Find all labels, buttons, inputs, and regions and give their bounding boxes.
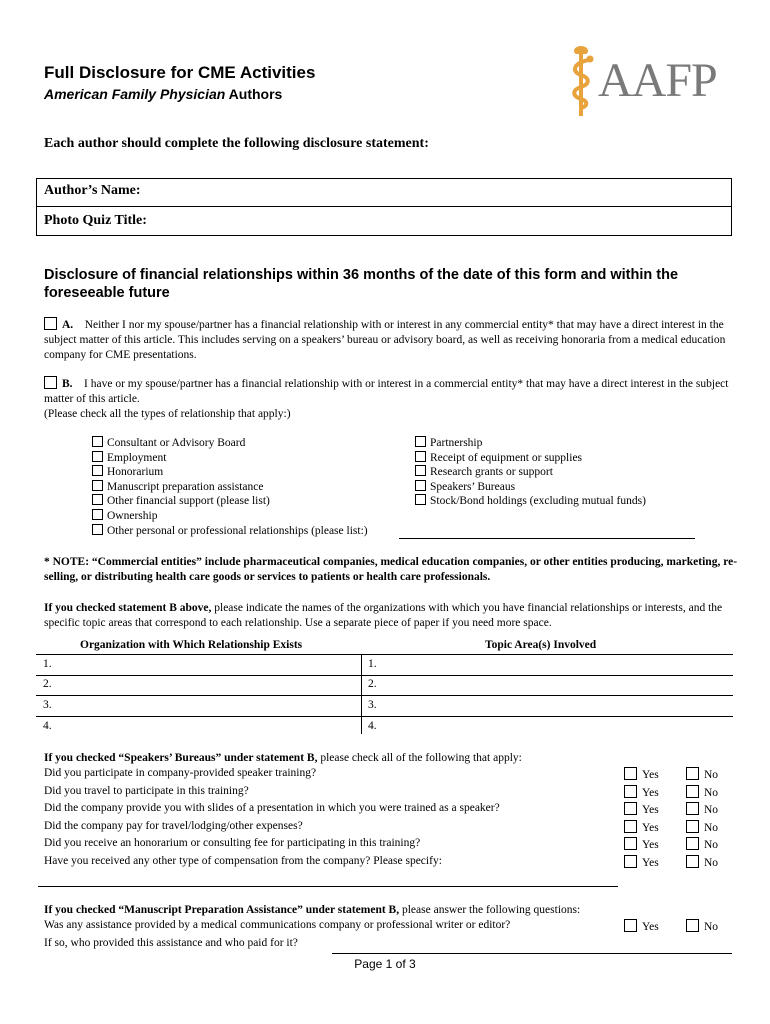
relationship-label: Research grants or support — [430, 466, 553, 479]
manuscript-question: If so, who provided this assistance and who paid for it? — [44, 937, 298, 949]
no-option[interactable] — [686, 919, 718, 933]
table-row — [36, 696, 733, 717]
yes-checkbox[interactable] — [624, 837, 637, 850]
option-a — [44, 317, 734, 363]
logo-wordmark: AAFP — [598, 54, 717, 107]
relationship-item[interactable] — [92, 494, 368, 509]
form-title: Full Disclosure for CME Activities — [44, 63, 316, 82]
speaker-question-row — [44, 837, 734, 855]
subtitle-authors: Authors — [225, 86, 283, 102]
no-label: No — [704, 769, 719, 781]
relationship-item[interactable] — [92, 509, 368, 524]
yes-option[interactable] — [624, 785, 659, 799]
relationship-label: Speakers’ Bureaus — [430, 480, 516, 493]
speaker-question: Did you receive an honorarium or consulting fee for participating in this training? — [44, 837, 421, 849]
yes-checkbox[interactable] — [624, 820, 637, 833]
option-b-checkbox[interactable] — [44, 376, 57, 389]
relationships-left-list — [92, 436, 368, 538]
other-relationships-line[interactable] — [399, 538, 695, 539]
speaker-question: Did the company provide you with slides of a presentation in which you were trained as a speaker? — [44, 802, 500, 814]
speaker-question: Did the company pay for travel/lodging/other expenses? — [44, 819, 303, 832]
photo-quiz-title-field[interactable]: Photo Quiz Title: — [44, 213, 147, 228]
relationship-checkbox[interactable] — [92, 480, 103, 491]
no-option[interactable] — [686, 837, 718, 851]
manuscript-intro-rest: please answer the following questions: — [399, 904, 581, 916]
yes-checkbox[interactable] — [624, 855, 637, 868]
yes-label: Yes — [642, 921, 659, 933]
aafp-logo — [566, 44, 726, 120]
relationship-item[interactable] — [415, 465, 646, 480]
yes-label: Yes — [642, 769, 659, 781]
yes-checkbox[interactable] — [624, 767, 637, 780]
relationship-item[interactable] — [415, 494, 646, 509]
relationships-right-list — [415, 436, 646, 509]
caduceus-icon — [566, 44, 596, 120]
topic-cell[interactable]: 4. — [368, 720, 377, 732]
org-cell[interactable]: 3. — [43, 699, 52, 711]
author-info-box — [36, 178, 732, 236]
speakers-intro-bold: If you checked “Speakers’ Bureaus” under statement B, — [44, 752, 318, 764]
no-label: No — [704, 839, 719, 851]
org-cell[interactable]: 1. — [43, 658, 52, 670]
relationship-item[interactable] — [92, 451, 368, 466]
yes-label: Yes — [642, 821, 659, 834]
relationship-checkbox[interactable] — [92, 436, 103, 447]
authors-name-field[interactable]: Author’s Name: — [44, 183, 141, 198]
topic-cell[interactable]: 3. — [368, 699, 377, 711]
divider — [37, 206, 731, 207]
relationship-checkbox[interactable] — [92, 451, 103, 462]
no-checkbox[interactable] — [686, 837, 699, 850]
yes-option[interactable] — [624, 802, 659, 816]
yes-option[interactable] — [624, 855, 659, 869]
if-b-bold: If you checked statement B above, — [44, 602, 212, 614]
no-checkbox[interactable] — [686, 767, 699, 780]
table-column-divider — [361, 654, 362, 734]
speaker-question: Did you participate in company-provided speaker training? — [44, 767, 317, 779]
option-a-checkbox[interactable] — [44, 317, 57, 330]
yes-label: Yes — [642, 839, 659, 851]
option-b-label: B. — [62, 378, 73, 390]
manuscript-question-row — [44, 919, 734, 937]
yes-checkbox[interactable] — [624, 802, 637, 815]
no-checkbox[interactable] — [686, 919, 699, 932]
relationship-checkbox[interactable] — [415, 494, 426, 505]
org-cell[interactable]: 2. — [43, 678, 52, 690]
relationship-label: Stock/Bond holdings (excluding mutual funds) — [430, 495, 646, 508]
speakers-intro — [44, 752, 522, 764]
yes-option[interactable] — [624, 919, 659, 933]
no-option[interactable] — [686, 855, 718, 869]
disclosure-heading: Disclosure of financial relationships within 36 months of the date of this form and within the foreseeable future — [44, 267, 679, 301]
relationship-item[interactable] — [92, 524, 368, 539]
relationship-checkbox[interactable] — [415, 436, 426, 447]
topic-cell[interactable]: 1. — [368, 658, 377, 670]
col-header-topic: Topic Area(s) Involved — [485, 639, 597, 651]
relationship-label: Ownership — [107, 509, 158, 522]
assistance-answer-line[interactable] — [332, 953, 732, 954]
relationship-label: Other financial support (please list) — [107, 495, 270, 508]
if-b-instructions — [44, 601, 734, 631]
no-option[interactable] — [686, 802, 718, 816]
yes-checkbox[interactable] — [624, 919, 637, 932]
org-cell[interactable]: 4. — [43, 720, 52, 732]
no-option[interactable] — [686, 767, 718, 781]
no-label: No — [704, 821, 719, 834]
yes-label: Yes — [642, 804, 659, 816]
relationship-item[interactable] — [415, 451, 646, 466]
form-subtitle — [44, 86, 282, 102]
yes-option[interactable] — [624, 820, 659, 834]
manuscript-intro — [44, 904, 580, 916]
relationship-item[interactable] — [415, 436, 646, 451]
option-b — [44, 376, 734, 422]
table-row — [36, 717, 733, 737]
compensation-specify-line[interactable] — [38, 886, 618, 887]
table-row — [36, 654, 733, 676]
if-b-rest: please indicate the names of the organizations with which you have financial relationships or interests, and the specific topic areas that correspond to each relationship. Use a separate piece of paper if you need more space. — [44, 602, 723, 629]
relationship-item[interactable] — [92, 465, 368, 480]
yes-option[interactable] — [624, 767, 659, 781]
speakers-intro-rest: please check all of the following that apply: — [317, 752, 522, 764]
speaker-question: Have you received any other type of compensation from the company? Please specify: — [44, 854, 442, 867]
yes-label: Yes — [642, 856, 659, 869]
manuscript-question: Was any assistance provided by a medical communications company or professional writer or editor? — [44, 919, 511, 931]
table-row — [36, 675, 733, 696]
speaker-question-row — [44, 802, 734, 820]
speaker-question-row — [44, 820, 734, 838]
no-checkbox[interactable] — [686, 820, 699, 833]
speaker-question-row — [44, 767, 734, 785]
topic-cell[interactable]: 2. — [368, 678, 377, 690]
relationship-label: Honorarium — [107, 466, 164, 479]
manuscript-question-row — [44, 937, 734, 955]
speaker-question: Did you travel to participate in this training? — [44, 784, 249, 797]
option-a-label: A. — [62, 319, 74, 331]
no-option[interactable] — [686, 820, 718, 834]
relationship-checkbox[interactable] — [415, 465, 426, 476]
relationship-label: Employment — [107, 451, 167, 464]
yes-label: Yes — [642, 786, 659, 799]
relationship-checkbox[interactable] — [415, 480, 426, 491]
relationship-checkbox[interactable] — [92, 494, 103, 505]
no-checkbox[interactable] — [686, 802, 699, 815]
relationship-label: Other personal or professional relationships (please list:) — [107, 524, 368, 537]
option-a-text: Neither I nor my spouse/partner has a financial relationship with or interest in any commercial entity* that may have a direct interest in the subject matter of this article. This includes serving on a speakers’ bureau or advisory board, as well as receiving honoraria from a medical education company for CME presentations. — [44, 319, 726, 361]
yes-checkbox[interactable] — [624, 785, 637, 798]
relationship-label: Manuscript preparation assistance — [107, 480, 264, 493]
no-option[interactable] — [686, 785, 718, 799]
relationship-checkbox[interactable] — [92, 509, 103, 520]
no-label: No — [704, 804, 719, 816]
relationship-item[interactable] — [92, 480, 368, 495]
commercial-entities-note: * NOTE: “Commercial entities” include pharmaceutical companies, medical education companies, or other entities producing, marketing, re-selling, or distributing health care goods or services to patients or health care professionals. — [44, 556, 738, 583]
subtitle-journal: American Family Physician — [44, 86, 226, 102]
relationship-item[interactable] — [415, 480, 646, 495]
relationship-item[interactable] — [92, 436, 368, 451]
speaker-question-row — [44, 855, 734, 873]
no-label: No — [704, 921, 719, 933]
no-checkbox[interactable] — [686, 855, 699, 868]
relationship-checkbox[interactable] — [92, 465, 103, 476]
page-number: Page 1 of 3 — [354, 957, 416, 971]
option-b-text: I have or my spouse/partner has a financial relationship with or interest in a commercial entity* that may have a direct interest in the subject matter of this article. — [44, 378, 729, 405]
col-header-organization: Organization with Which Relationship Exists — [80, 639, 303, 651]
speaker-question-row — [44, 785, 734, 803]
no-label: No — [704, 786, 719, 799]
relationship-checkbox[interactable] — [92, 524, 103, 535]
yes-option[interactable] — [624, 837, 659, 851]
relationship-label: Receipt of equipment or supplies — [430, 451, 583, 464]
relationship-label: Partnership — [430, 437, 483, 449]
no-checkbox[interactable] — [686, 785, 699, 798]
relationship-label: Consultant or Advisory Board — [107, 437, 246, 449]
no-label: No — [704, 856, 719, 869]
relationship-checkbox[interactable] — [415, 451, 426, 462]
manuscript-intro-bold: If you checked “Manuscript Preparation Assistance” under statement B, — [44, 904, 400, 916]
option-b-note: (Please check all the types of relationship that apply:) — [44, 408, 291, 420]
instruction-text: Each author should complete the following disclosure statement: — [44, 136, 429, 151]
